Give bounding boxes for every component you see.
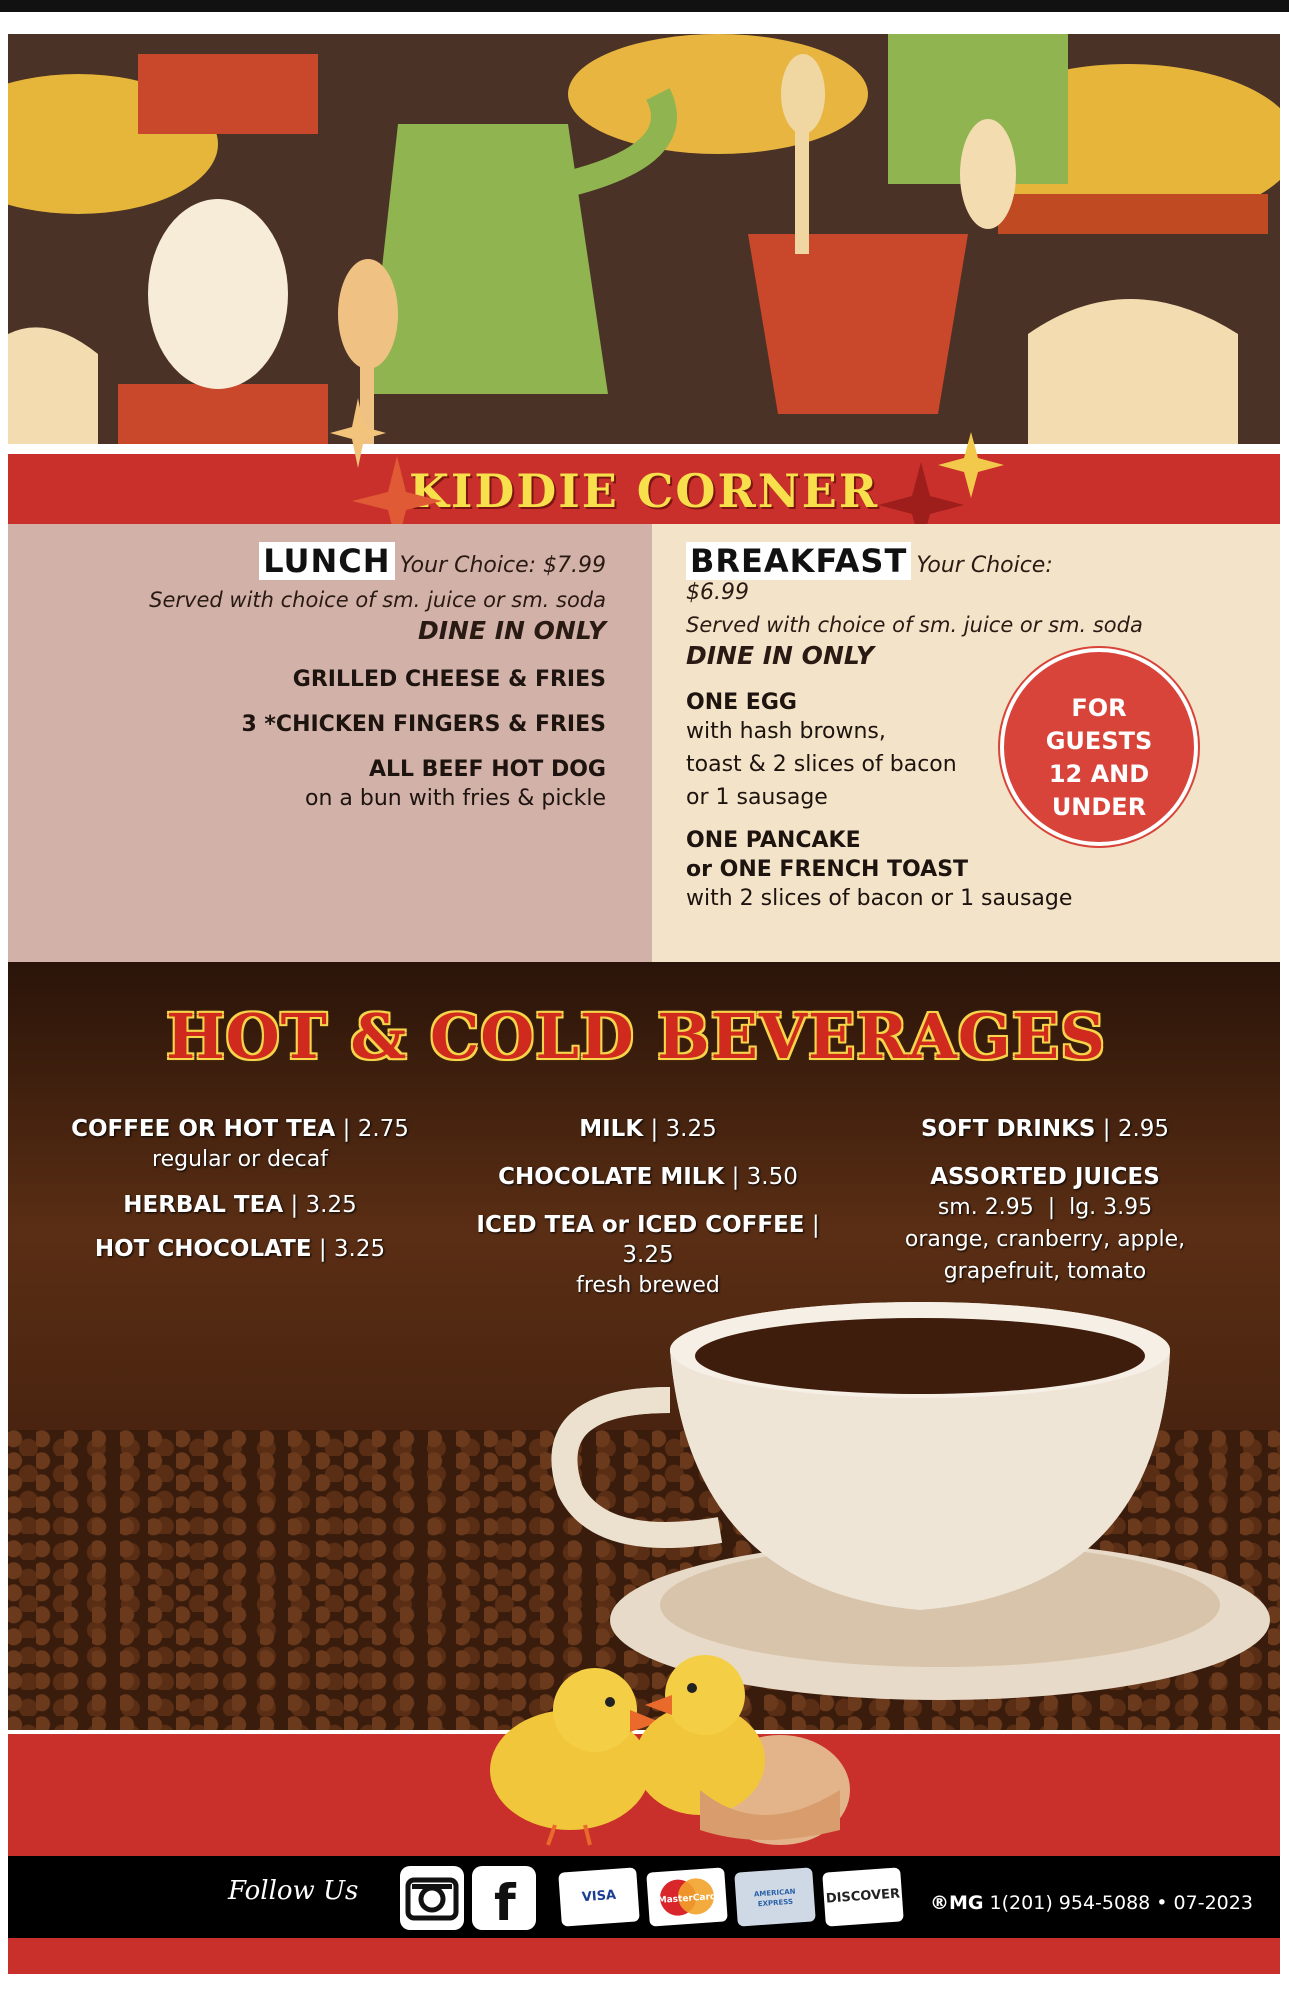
beverage-note: grapefruit, tomato	[943, 1259, 1147, 1284]
lunch-dine-in: DINE IN ONLY	[417, 616, 606, 645]
breakfast-heading: BREAKFAST	[686, 542, 911, 580]
beverages-title: HOT & COLD BEVERAGES	[166, 1000, 1106, 1073]
visa-card-icon: VISA	[558, 1867, 640, 1926]
menu-item-name: ONE PANCAKE	[686, 828, 861, 853]
lunch-served-note: Served with choice of sm. juice or sm. soda	[149, 588, 606, 612]
menu-item-description: with hash browns,	[686, 719, 886, 744]
bottom-red-strip	[8, 1938, 1280, 1974]
beverage-note: sm. 2.95 | lg. 3.95	[937, 1195, 1153, 1220]
menu-item-description: with 2 slices of bacon or 1 sausage	[686, 886, 1073, 911]
menu-item-name: ONE EGG	[686, 690, 797, 715]
mastercard-icon	[646, 1867, 728, 1926]
beverage-price: | 3.25	[290, 1192, 357, 1218]
beverage-note: fresh brewed	[576, 1273, 720, 1298]
phone-date: 1(201) 954-5088 • 07-2023	[983, 1892, 1253, 1914]
badge-line: FOR	[1071, 694, 1127, 722]
beverage-price: | 3.25	[650, 1116, 717, 1142]
star-icon	[938, 432, 1004, 498]
svg-text:f: f	[494, 1874, 516, 1930]
top-border	[0, 0, 1289, 12]
beverage-name: MILK	[579, 1116, 644, 1142]
age-badge	[1000, 648, 1198, 846]
facebook-icon[interactable]	[472, 1866, 536, 1930]
breakfast-dine-in: DINE IN ONLY	[686, 641, 875, 670]
lunch-price: Your Choice: $7.99	[399, 553, 606, 578]
kiddie-corner-title: KIDDIE CORNER	[408, 464, 880, 518]
menu-item-name: ALL BEEF HOT DOG	[368, 757, 606, 782]
menu-item-description: on a bun with fries & pickle	[305, 786, 606, 811]
badge-line: 12 AND	[1048, 760, 1150, 788]
instagram-icon[interactable]	[400, 1866, 464, 1930]
amex-card-icon: AMERICAN EXPRESS	[734, 1867, 816, 1926]
mastercard-label: MasterCard	[657, 1891, 717, 1907]
beverage-name: HOT CHOCOLATE	[94, 1236, 312, 1262]
beverage-price: | 3.50	[731, 1164, 798, 1190]
breakfast-price: Your Choice: $6.99	[686, 553, 1053, 605]
badge-line: UNDER	[1051, 793, 1147, 821]
beverage-price: | 3.25	[622, 1212, 820, 1268]
menu-item-description: or 1 sausage	[686, 785, 828, 810]
beverage-name: SOFT DRINKS	[920, 1116, 1096, 1142]
lunch-heading: LUNCH	[259, 542, 394, 580]
beverage-name: ASSORTED JUICES	[930, 1164, 1160, 1190]
beverage-price: | 2.75	[342, 1116, 409, 1142]
contact-info	[930, 1892, 1253, 1914]
lunch-section	[6, 542, 606, 815]
kitchenware-illustration	[8, 34, 1280, 444]
breakfast-served-note: Served with choice of sm. juice or sm. soda	[686, 613, 1143, 637]
menu-item-name: 3 *CHICKEN FINGERS & FRIES	[241, 712, 606, 737]
chicks-illustration	[460, 1640, 900, 1850]
menu-item-name: GRILLED CHEESE & FRIES	[292, 667, 606, 692]
beverage-price: | 2.95	[1102, 1116, 1170, 1142]
kitchenware-art	[8, 34, 1280, 444]
beverage-name: ICED TEA or ICED COFFEE	[476, 1212, 805, 1238]
beverage-note: regular or decaf	[152, 1147, 328, 1172]
beverage-column-1	[70, 1114, 410, 1278]
beverage-name: COFFEE OR HOT TEA	[71, 1116, 336, 1142]
menu-item-description: toast & 2 slices of bacon	[686, 752, 957, 777]
badge-line: GUESTS	[1045, 727, 1153, 755]
mg-logo: ®MG	[930, 1892, 984, 1914]
beverage-note: orange, cranberry, apple,	[904, 1227, 1186, 1252]
discover-card-icon: DISCOVER	[822, 1867, 904, 1926]
beverage-column-3	[880, 1114, 1210, 1288]
beverage-name: HERBAL TEA	[123, 1192, 284, 1218]
beverage-price: | 3.25	[318, 1236, 386, 1262]
beverage-name: CHOCOLATE MILK	[498, 1164, 725, 1190]
menu-item-name: or ONE FRENCH TOAST	[686, 857, 969, 882]
beverage-column-2	[452, 1114, 844, 1302]
follow-us-label: Follow Us	[228, 1876, 359, 1906]
